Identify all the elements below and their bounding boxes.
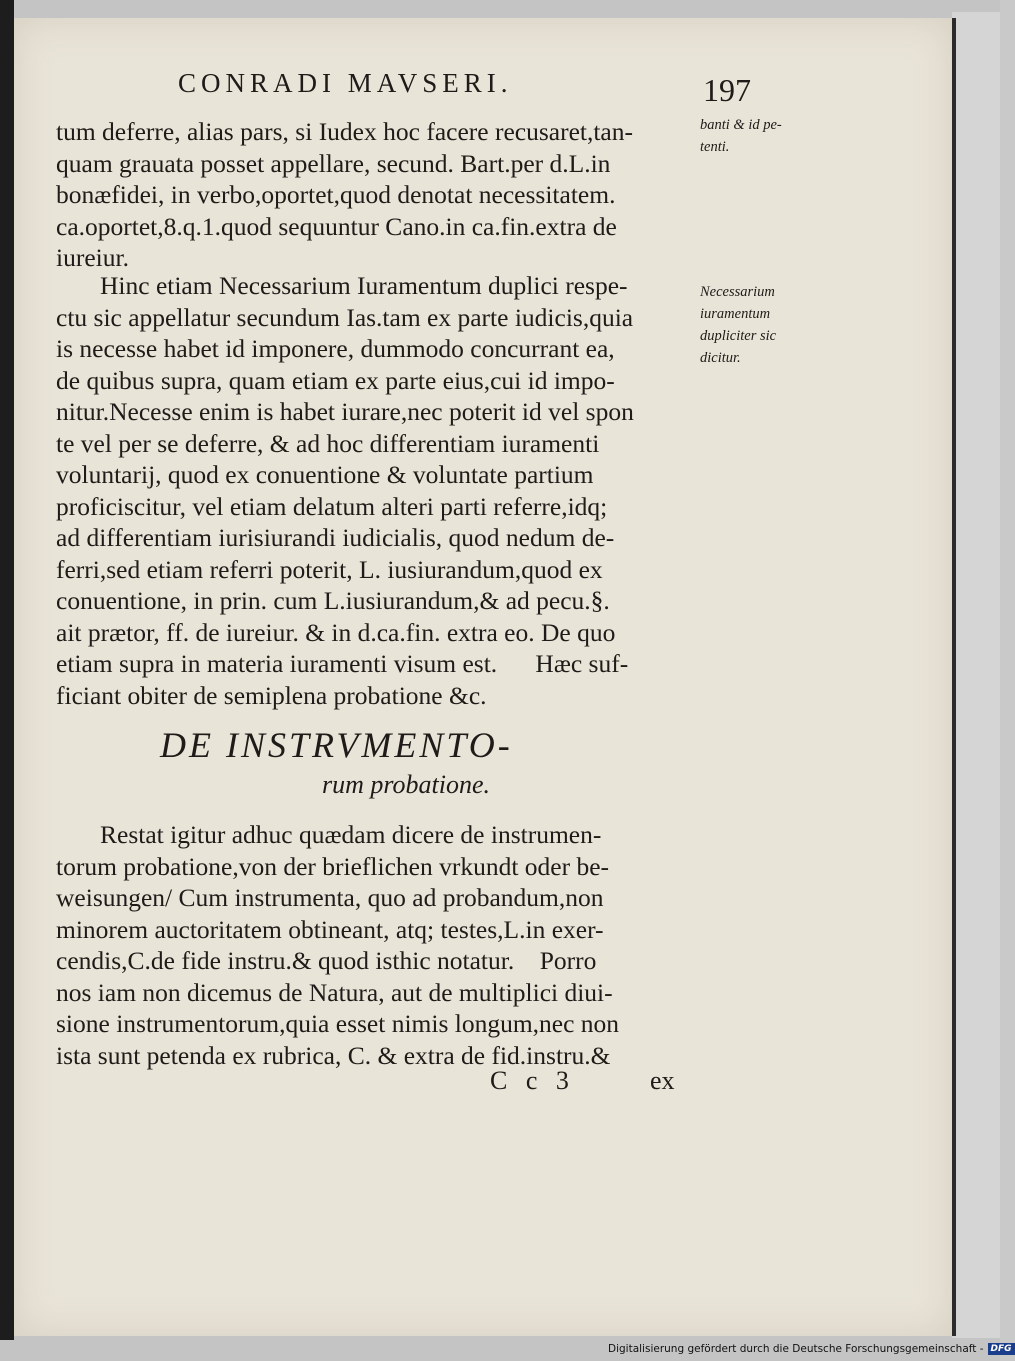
catchword: ex — [650, 1066, 675, 1095]
marginal-note-2 — [700, 281, 816, 369]
text-line: sione instrumentorum,quia esset nimis longum,nec non — [56, 1009, 620, 1038]
section-heading: DE INSTRVMENTO- — [160, 725, 513, 765]
text-line: ait prætor, ff. de iureiur. & in d.ca.fin. extra eo. De quo — [56, 617, 616, 647]
note-line: dupliciter sic — [700, 328, 777, 344]
credit-text: Digitalisierung gefördert durch die Deutsche Forschungsgemeinschaft - — [608, 1343, 984, 1355]
digitization-credit — [608, 1343, 1015, 1355]
dfg-logo: DFG — [988, 1343, 1015, 1355]
text-line: nitur.Necesse enim is habet iurare,nec poterit id vel spon — [56, 397, 634, 426]
text-line: torum probatione,von der brieflichen vrkundt oder be- — [56, 851, 610, 881]
text-line: Hinc etiam Necessarium Iuramentum duplici respe- — [100, 271, 628, 300]
running-head: CONRADI MAVSERI. — [178, 68, 513, 98]
signature-mark: C c 3 — [490, 1066, 575, 1095]
text-line: bonæfidei, in verbo,oportet,quod denotat necessitatem. — [56, 180, 616, 209]
text-line: ista sunt petenda ex rubrica, C. & extra de fid.instru.& — [56, 1040, 611, 1070]
text-line: conuentione, in prin. cum L.iusiurandum,& ad pecu.§. — [56, 586, 610, 615]
scan-right-margin — [952, 12, 1000, 1338]
page-number: 197 — [703, 72, 751, 108]
paragraph-instrumenta — [56, 819, 694, 1071]
text-line: de quibus supra, quam etiam ex parte eius,cui id impo- — [56, 365, 615, 395]
text-line: quam grauata posset appellare, secund. Bart.per d.L.in — [56, 148, 611, 178]
text-line: ca.oportet,8.q.1.quod sequuntur Cano.in ca.fin.extra de — [56, 211, 617, 241]
text-line: ferri,sed etiam referri poterit, L. iusiurandum,quod ex — [56, 554, 603, 584]
text-line: proficiscitur, vel etiam delatum alteri parti referre,idq; — [56, 491, 608, 521]
text-line: iureiur. — [56, 243, 129, 272]
text-line: tum deferre, alias pars, si Iudex hoc facere recusaret,tan- — [56, 117, 633, 146]
section-subheading: rum probatione. — [322, 770, 491, 799]
text-line: te vel per se deferre, & ad hoc differentiam iuramenti — [56, 428, 600, 458]
scan-left-border — [0, 0, 14, 1340]
text-line: cendis,C.de fide instru.& quod isthic notatur. Porro — [56, 946, 597, 975]
text-line: voluntarij, quod ex conuentione & voluntate partium — [56, 460, 594, 489]
note-line: tenti. — [700, 139, 730, 155]
note-line: iuramentum — [700, 306, 771, 322]
text-line: is necesse habet id imponere, dummodo concurrant ea, — [56, 334, 615, 363]
text-line: nos iam non dicemus de Natura, aut de multiplici diui- — [56, 977, 613, 1007]
text-line: ficiant obiter de semiplena probatione &c. — [56, 680, 487, 710]
text-line: etiam supra in materia iuramenti visum est. Hæc suf- — [56, 649, 629, 678]
text-line: ad differentiam iurisiurandi iudicialis, quod nedum de- — [56, 523, 615, 552]
note-line: dicitur. — [700, 350, 741, 366]
text-line: ctu sic appellatur secundum Ias.tam ex parte iudicis,quia — [56, 302, 634, 332]
note-line: Necessarium — [700, 284, 775, 300]
text-line: minorem auctoritatem obtineant, atq; testes,L.in exer- — [56, 914, 604, 944]
paragraph-necessarium — [56, 270, 694, 711]
text-line: Restat igitur adhuc quædam dicere de instrumen- — [100, 820, 602, 849]
paragraph-continuation — [56, 116, 694, 274]
text-line: weisungen/ Cum instrumenta, quo ad probandum,non — [56, 883, 604, 912]
note-line: banti & id pe- — [700, 117, 782, 133]
marginal-note-1 — [700, 114, 816, 158]
